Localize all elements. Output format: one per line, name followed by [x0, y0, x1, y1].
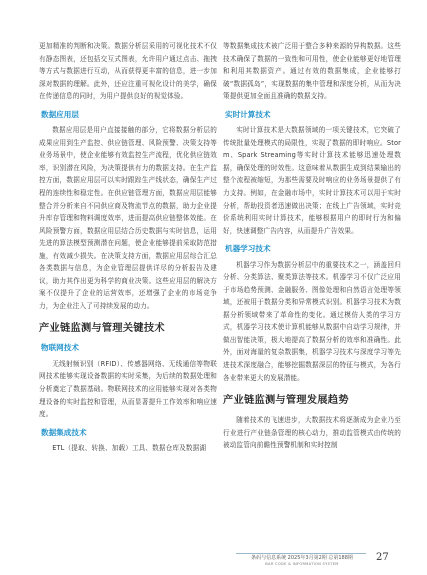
paragraph: 实时计算技术是大数据领域的一项关键技术，它突破了传统批量处理模式的局限性，实现了数据的即时响应。Storm、Spark Streaming等实时计算技术能够迅速处理数据，确保处理的时效性。这意味着从数据生成到结果输出的整个流程被缩短，为那些需要及时响应的业务场景提供了有力支持。例如，在金融市场中，实时计算技术可以用于实时分析，帮助投资者迅速做出决策；在线上广告领域，实时竞价系统利用实时计算技术，能够根据用户的即时行为和偏好，快速调整广告内容，从而提升广告效果。: [223, 126, 401, 235]
right-column: [223, 40, 401, 452]
paragraph: 无线射频识别（RFID）、传感器网络、无线通信等物联网技术能够实现设备数据的实时采集，为后续的数据处理和分析奠定了数据基础。物联网技术的应用能够实现对各类物理设备的实时监控和管理，从而显著提升工作效率和响应速度。: [39, 359, 217, 419]
paragraph: 机器学习作为数据分析层中的重要技术之一，涵盖回归分析、分类算法、聚类算法等技术。机器学习不仅广泛应用于市场趋势预测、金融服务、图像处理和自然语言处理等领域，还被用于数据分类和异常模式识别。机器学习技术为数据分析领域带来了革命性的变化。通过模仿人类的学习方式，机器学习技术使计算机能够从数据中自动学习规律，并做出智能决策，极大地提高了数据分析的效率和准确性。此外，面对海量的复杂数据集，机器学习技术与深度学习等先进技术深度融合，能够挖掘数据深层的特征与模式，为各行各业带来更大的发展潜能。: [223, 260, 401, 382]
footer-divider: [236, 553, 366, 554]
section-heading-realtime-computing: 实时计算技术: [225, 109, 271, 119]
page-footer: [0, 548, 427, 570]
paragraph: 更加精准的判断和决策。数据分析层采用的可视化技术不仅有静态图表，还包括交互式图表，允许用户通过点击、拖拽等方式与数据进行互动，从而获得更丰富的信息，进一步加深对数据的理解。此外，还应注重可视化设计的美学，确保在传递信息的同时，为用户提供良好的视觉体验。: [39, 42, 217, 101]
paragraph: 等数据集成技术被广泛用于整合多种来源的异构数据。这些技术确保了数据的一致性和可用性，使企业能够更好地管理和利用其数据资产。通过有效的数据集成，企业能够打破“数据孤岛”，实现数据的集中管理和深度分析，从而为决策提供更加全面且准确的数据支持。: [223, 42, 401, 101]
left-column: [39, 40, 217, 455]
chapter-heading-key-technologies: 产业链监测与管理关键技术: [39, 323, 165, 335]
chapter-heading-development-trends: 产业链监测与管理发展趋势: [223, 395, 349, 407]
section-heading-data-integration: 数据集成技术: [41, 427, 87, 437]
paragraph: 随着技术的飞速进步，大数据技术将逐渐成为企业乃至行业进行产业链条管理的核心动力，推动监管模式由传统的被动监管向前瞻性预警机制和实时控制: [223, 416, 401, 450]
paragraph: ETL（提取、转换、加载）工具、数据仓库及数据湖: [52, 444, 207, 453]
section-heading-machine-learning: 机器学习技术: [225, 244, 271, 254]
page-number: 27: [376, 552, 389, 563]
journal-name-english: BAR CODE & INFORMATION SYSTEM: [265, 562, 339, 566]
section-heading-iot: 物联网技术: [41, 343, 79, 353]
paragraph: 数据应用层是用户直接接触的部分，它将数据分析层的成果应用到生产监控、供应链管理、风险预警、决策支持等业务场景中，使企业能够有效监控生产流程，优化供应链效率，识别潜在风险，为决策提供有力的数据支持。在生产监控方面，数据应用层可以实时跟踪生产线状态，确保生产过程的连续性和稳定性。在供应链管理方面，数据应用层能够整合并分析来自不同供应商及物流节点的数据，助力企业提升库存管理和物料调度效率，进而提高供应链整体效能。在风险预警方面，数据应用层结合历史数据与实时信息，运用先进的算法模型预测潜在问题，使企业能够提前采取防范措施，有效减少损失。在决策支持方面，数据应用层综合汇总各类数据与信息，为企业管理层提供详尽的分析报告及建议，助力其作出更为科学的商业决策。这些应用层的解决方案不仅提升了企业的运营效率，还增强了企业的市场竞争力，为企业注入了可持续发展的动力。: [39, 126, 217, 310]
journal-name: 条码与信息系统 2025年3月第2期 总第188期: [251, 555, 353, 561]
section-heading-data-application: 数据应用层: [41, 109, 79, 119]
